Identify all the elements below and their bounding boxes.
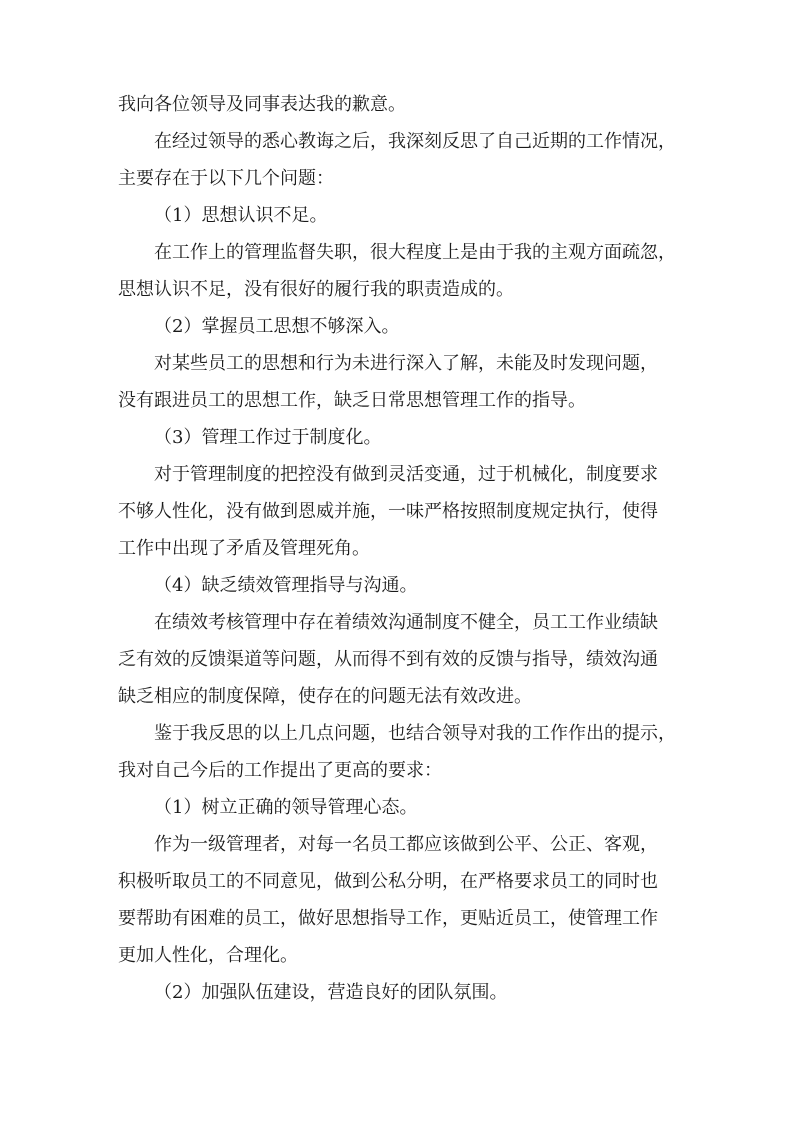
text-line: 缺乏相应的制度保障，使存在的问题无法有效改进。	[118, 686, 532, 707]
text-line: 思想认识不足，没有很好的履行我的职责造成的。	[118, 279, 514, 300]
text-line: 作为一级管理者，对每一名员工都应该做到公平、公正、客观，	[154, 834, 658, 855]
document-body	[118, 86, 678, 1011]
list-item-heading: （3）管理工作过于制度化。	[154, 427, 382, 448]
text-line: 对某些员工的思想和行为未进行深入了解，未能及时发现问题，	[154, 353, 658, 374]
text-line: 对于管理制度的把控没有做到灵活变通，过于机械化，制度要求	[154, 464, 658, 485]
text-line: 在绩效考核管理中存在着绩效沟通制度不健全，员工工作业绩缺	[154, 612, 658, 633]
text-line: 主要存在于以下几个问题：	[118, 168, 334, 189]
text-line: 积极听取员工的不同意见，做到公私分明，在严格要求员工的同时也	[118, 871, 658, 892]
list-item-heading: （2）掌握员工思想不够深入。	[154, 316, 400, 337]
text-line: 鉴于我反思的以上几点问题，也结合领导对我的工作作出的提示，	[154, 723, 676, 744]
text-line: 在经过领导的悉心教诲之后，我深刻反思了自己近期的工作情况，	[154, 131, 676, 152]
list-item-heading: （1）思想认识不足。	[154, 205, 328, 226]
text-line: 不够人性化，没有做到恩威并施，一味严格按照制度规定执行，使得	[118, 501, 658, 522]
text-line: 乏有效的反馈渠道等问题，从而得不到有效的反馈与指导，绩效沟通	[118, 649, 658, 670]
list-item-heading: （4）缺乏绩效管理指导与沟通。	[154, 575, 418, 596]
text-line: 要帮助有困难的员工，做好思想指导工作，更贴近员工，使管理工作	[118, 908, 658, 929]
text-line: 更加人性化，合理化。	[118, 945, 298, 966]
text-line: 工作中出现了矛盾及管理死角。	[118, 538, 370, 559]
text-line: 在工作上的管理监督失职，很大程度上是由于我的主观方面疏忽，	[154, 242, 676, 263]
list-item-heading: （1）树立正确的领导管理心态。	[154, 797, 418, 818]
list-item-heading: （2）加强队伍建设，营造良好的团队氛围。	[154, 982, 508, 1003]
text-line: 我向各位领导及同事表达我的歉意。	[118, 94, 406, 115]
text-line: 没有跟进员工的思想工作，缺乏日常思想管理工作的指导。	[118, 390, 586, 411]
text-line: 我对自己今后的工作提出了更高的要求：	[118, 760, 442, 781]
